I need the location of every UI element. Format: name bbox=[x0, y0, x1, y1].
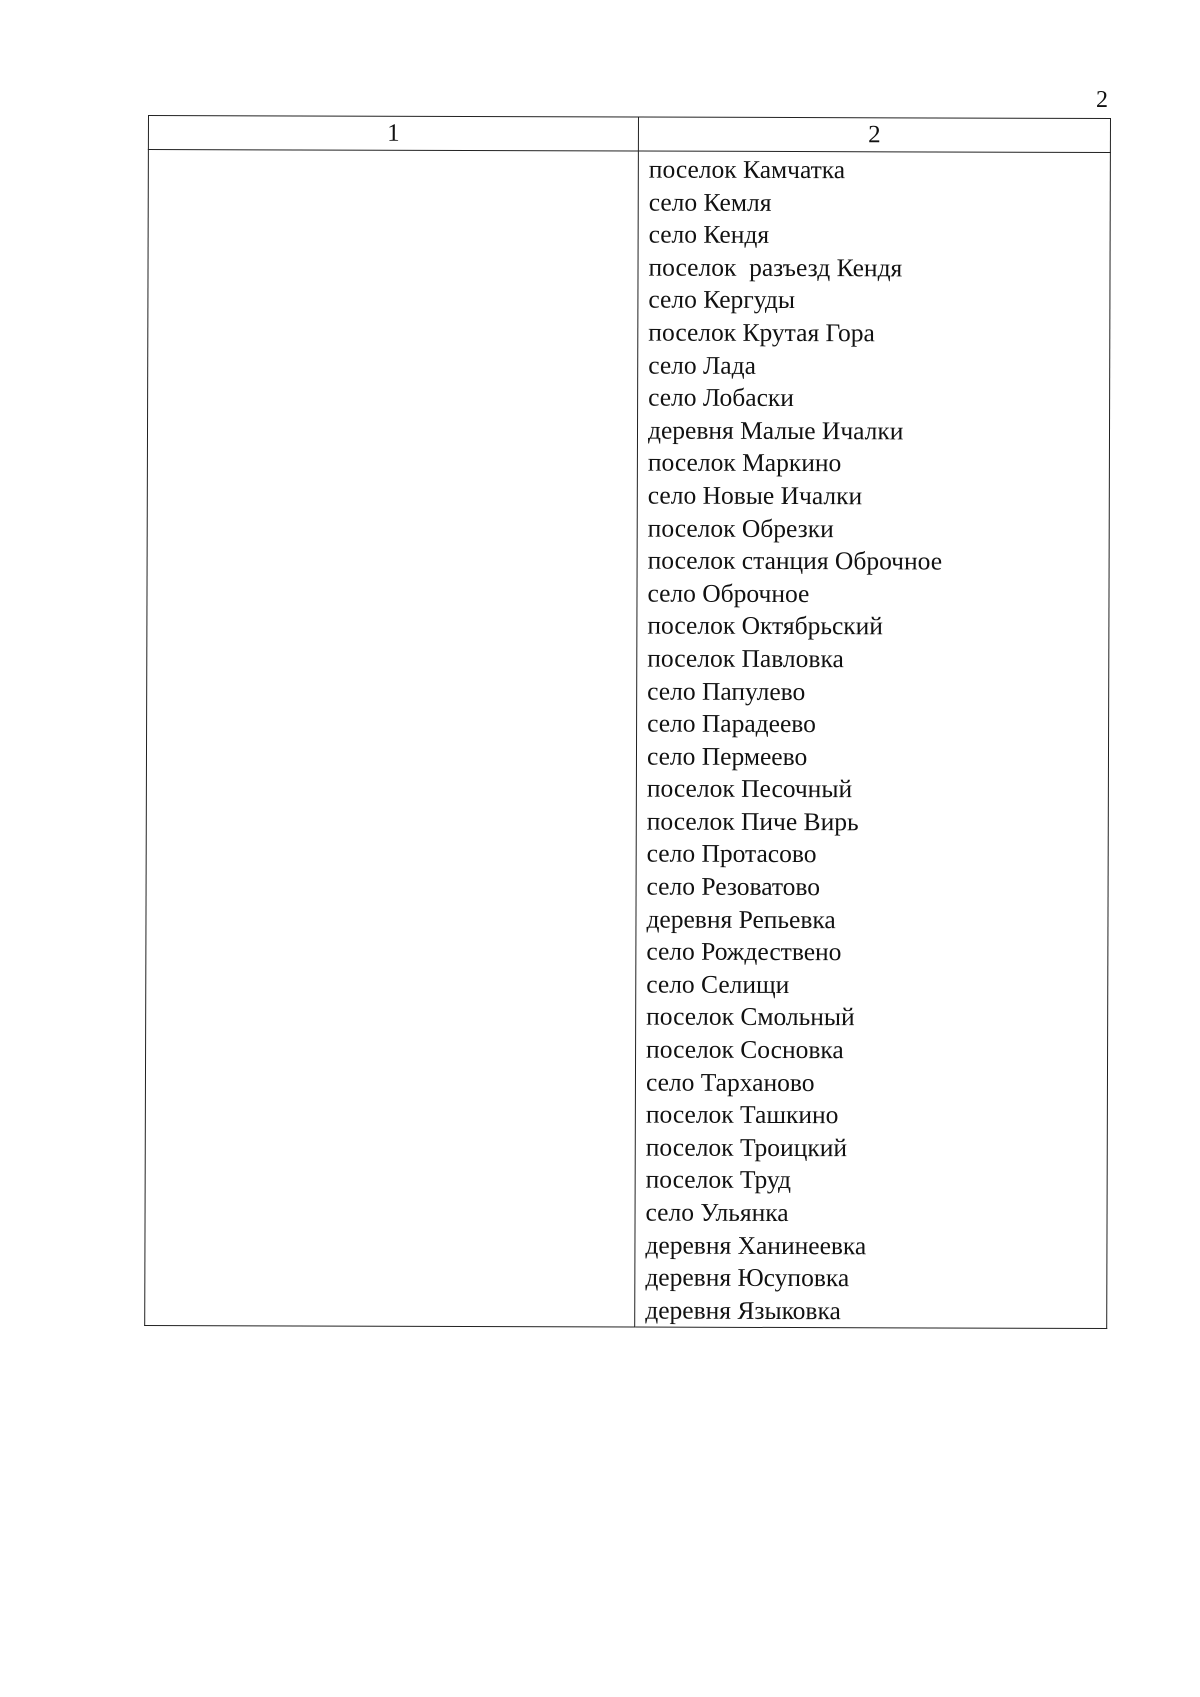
list-item: поселок Павловка bbox=[647, 643, 844, 674]
list-item: деревня Малые Ичалки bbox=[647, 415, 904, 446]
list-item: деревня Юсуповка bbox=[645, 1262, 850, 1293]
list-item: село Пермеево bbox=[646, 741, 808, 771]
list-item: поселок Камчатка bbox=[648, 154, 846, 185]
list-item: село Папулево bbox=[647, 676, 806, 706]
list-item: поселок Труд bbox=[645, 1164, 792, 1195]
list-item: село Ульянка bbox=[645, 1197, 789, 1228]
settlement-list bbox=[635, 152, 1110, 1329]
list-item: поселок станция Оброчное bbox=[647, 545, 943, 576]
column-header-1: 1 bbox=[148, 116, 638, 152]
list-item: поселок разъезд Кендя bbox=[648, 252, 903, 283]
list-item: село Протасово bbox=[646, 839, 817, 869]
list-item: село Резоватово bbox=[646, 871, 821, 902]
list-item: село Кергуды bbox=[648, 284, 796, 315]
list-item: поселок Маркино bbox=[647, 447, 842, 478]
list-item: село Оброчное bbox=[647, 578, 810, 608]
list-item: село Тарханово bbox=[645, 1067, 815, 1097]
list-item: село Рождествено bbox=[646, 936, 842, 967]
settlements-table bbox=[144, 115, 1111, 1329]
column-header-2: 2 bbox=[638, 117, 1110, 152]
list-item: поселок Крутая Гора bbox=[648, 317, 875, 348]
list-item: деревня Ханинеевка bbox=[645, 1230, 867, 1260]
list-item: поселок Обрезки bbox=[647, 513, 834, 543]
list-item: поселок Октябрьский bbox=[647, 610, 884, 641]
table-row bbox=[145, 150, 1111, 1329]
column-1-cell bbox=[145, 150, 639, 1328]
list-item: деревня Языковка bbox=[645, 1295, 841, 1325]
list-item: село Селищи bbox=[646, 969, 790, 999]
list-item: село Новые Ичалки bbox=[647, 480, 863, 511]
list-item: село Кемля bbox=[648, 187, 772, 217]
list-item: село Лада bbox=[648, 350, 756, 380]
list-item: поселок Смольный bbox=[646, 1002, 855, 1032]
list-item: поселок Сосновка bbox=[646, 1034, 844, 1065]
table-header-row bbox=[148, 116, 1110, 153]
list-item: село Парадеево bbox=[647, 708, 816, 739]
list-item: поселок Песочный bbox=[646, 773, 853, 804]
list-item: деревня Репьевка bbox=[646, 904, 836, 934]
list-item: село Кендя bbox=[648, 219, 770, 250]
list-item: поселок Пиче Вирь bbox=[646, 806, 859, 837]
list-item: село Лобаски bbox=[648, 382, 795, 413]
list-item: поселок Ташкино bbox=[645, 1099, 839, 1130]
page-number: 2 bbox=[1096, 87, 1108, 113]
column-2-cell bbox=[635, 151, 1111, 1329]
list-item: поселок Троицкий bbox=[645, 1132, 848, 1163]
